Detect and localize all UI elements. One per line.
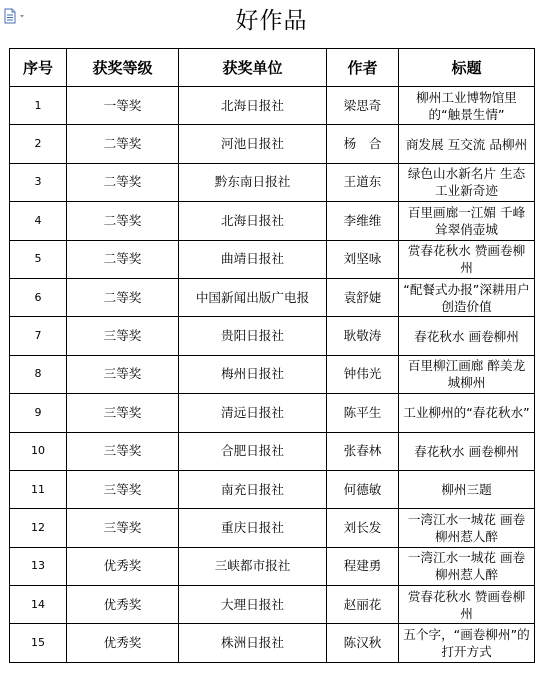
cell-level: 二等奖 xyxy=(67,163,179,201)
column-header-title: 标题 xyxy=(399,49,535,87)
page-title: 好作品 xyxy=(235,8,308,34)
table-row xyxy=(10,317,535,355)
cell-title: 百里画廊一江媚 千峰耸翠俏壶城 xyxy=(399,202,535,240)
cell-author: 程建勇 xyxy=(327,547,399,585)
column-header-unit: 获奖单位 xyxy=(179,49,327,87)
cell-author: 陈汉秋 xyxy=(327,624,399,662)
cell-no: 6 xyxy=(10,278,67,316)
cell-level: 优秀奖 xyxy=(67,624,179,662)
cell-title: 五个字，“画卷柳州”的打开方式 xyxy=(399,624,535,662)
cell-title: 赏春花秋水 赞画卷柳州 xyxy=(399,586,535,624)
cell-title: 商发展 互交流 品柳州 xyxy=(399,125,535,163)
cell-title: 一湾江水一城花 画卷柳州惹人醉 xyxy=(399,509,535,547)
cell-level: 三等奖 xyxy=(67,317,179,355)
cell-level: 二等奖 xyxy=(67,240,179,278)
table-row xyxy=(10,394,535,432)
cell-author: 王道东 xyxy=(327,163,399,201)
cell-unit: 贵阳日报社 xyxy=(179,317,327,355)
cell-unit: 北海日报社 xyxy=(179,202,327,240)
column-header-level: 获奖等级 xyxy=(67,49,179,87)
cell-title: 柳州三题 xyxy=(399,470,535,508)
cell-author: 赵丽花 xyxy=(327,586,399,624)
column-header-author: 作者 xyxy=(327,49,399,87)
cell-level: 三等奖 xyxy=(67,432,179,470)
table-row xyxy=(10,509,535,547)
cell-title: 百里柳江画廊 醉美龙城柳州 xyxy=(399,355,535,393)
cell-author: 刘长发 xyxy=(327,509,399,547)
cell-title: 工业柳州的“春花秋水” xyxy=(399,394,535,432)
cell-author: 耿敬涛 xyxy=(327,317,399,355)
table-row xyxy=(10,586,535,624)
cell-title: 柳州工业博物馆里的“触景生情” xyxy=(399,87,535,125)
cell-title: 赏春花秋水 赞画卷柳州 xyxy=(399,240,535,278)
cell-no: 11 xyxy=(10,470,67,508)
cell-unit: 大理日报社 xyxy=(179,586,327,624)
table-body xyxy=(10,87,535,663)
cell-unit: 重庆日报社 xyxy=(179,509,327,547)
cell-author: 陈平生 xyxy=(327,394,399,432)
cell-unit: 河池日报社 xyxy=(179,125,327,163)
table-row xyxy=(10,547,535,585)
table-row xyxy=(10,432,535,470)
table-row xyxy=(10,202,535,240)
table-row xyxy=(10,278,535,316)
table-row xyxy=(10,163,535,201)
cell-unit: 株洲日报社 xyxy=(179,624,327,662)
cell-level: 二等奖 xyxy=(67,125,179,163)
cell-unit: 北海日报社 xyxy=(179,87,327,125)
table-row xyxy=(10,624,535,662)
cell-unit: 南充日报社 xyxy=(179,470,327,508)
cell-author: 张春林 xyxy=(327,432,399,470)
cell-no: 2 xyxy=(10,125,67,163)
cell-unit: 梅州日报社 xyxy=(179,355,327,393)
cell-no: 14 xyxy=(10,586,67,624)
cell-level: 三等奖 xyxy=(67,509,179,547)
cell-author: 刘坚咏 xyxy=(327,240,399,278)
cell-title: 绿色山水新名片 生态工业新奇迹 xyxy=(399,163,535,201)
cell-title: 春花秋水 画卷柳州 xyxy=(399,432,535,470)
cell-no: 15 xyxy=(10,624,67,662)
table-row xyxy=(10,355,535,393)
cell-no: 13 xyxy=(10,547,67,585)
table-row xyxy=(10,125,535,163)
cell-unit: 合肥日报社 xyxy=(179,432,327,470)
awards-table xyxy=(9,48,535,663)
cell-no: 7 xyxy=(10,317,67,355)
cell-no: 3 xyxy=(10,163,67,201)
cell-author: 杨 合 xyxy=(327,125,399,163)
cell-level: 优秀奖 xyxy=(67,586,179,624)
cell-author: 梁思奇 xyxy=(327,87,399,125)
cell-level: 二等奖 xyxy=(67,202,179,240)
cell-unit: 黔东南日报社 xyxy=(179,163,327,201)
cell-no: 12 xyxy=(10,509,67,547)
column-header-no: 序号 xyxy=(10,49,67,87)
cell-level: 一等奖 xyxy=(67,87,179,125)
cell-unit: 曲靖日报社 xyxy=(179,240,327,278)
cell-level: 三等奖 xyxy=(67,355,179,393)
cell-level: 优秀奖 xyxy=(67,547,179,585)
cell-no: 10 xyxy=(10,432,67,470)
cell-no: 1 xyxy=(10,87,67,125)
cell-level: 二等奖 xyxy=(67,278,179,316)
cell-unit: 三峡都市报社 xyxy=(179,547,327,585)
table-header-row xyxy=(10,49,535,87)
cell-no: 4 xyxy=(10,202,67,240)
table-row xyxy=(10,87,535,125)
cell-title: 春花秋水 画卷柳州 xyxy=(399,317,535,355)
cell-title: “配餐式办报”深耕用户创造价值 xyxy=(399,278,535,316)
cell-author: 何德敏 xyxy=(327,470,399,508)
cell-author: 钟伟光 xyxy=(327,355,399,393)
table-row xyxy=(10,470,535,508)
cell-author: 袁舒婕 xyxy=(327,278,399,316)
cell-title: 一湾江水一城花 画卷柳州惹人醉 xyxy=(399,547,535,585)
cell-no: 9 xyxy=(10,394,67,432)
cell-unit: 清远日报社 xyxy=(179,394,327,432)
cell-author: 李维维 xyxy=(327,202,399,240)
table-row xyxy=(10,240,535,278)
cell-unit: 中国新闻出版广电报 xyxy=(179,278,327,316)
cell-level: 三等奖 xyxy=(67,394,179,432)
cell-level: 三等奖 xyxy=(67,470,179,508)
cell-no: 5 xyxy=(10,240,67,278)
cell-no: 8 xyxy=(10,355,67,393)
